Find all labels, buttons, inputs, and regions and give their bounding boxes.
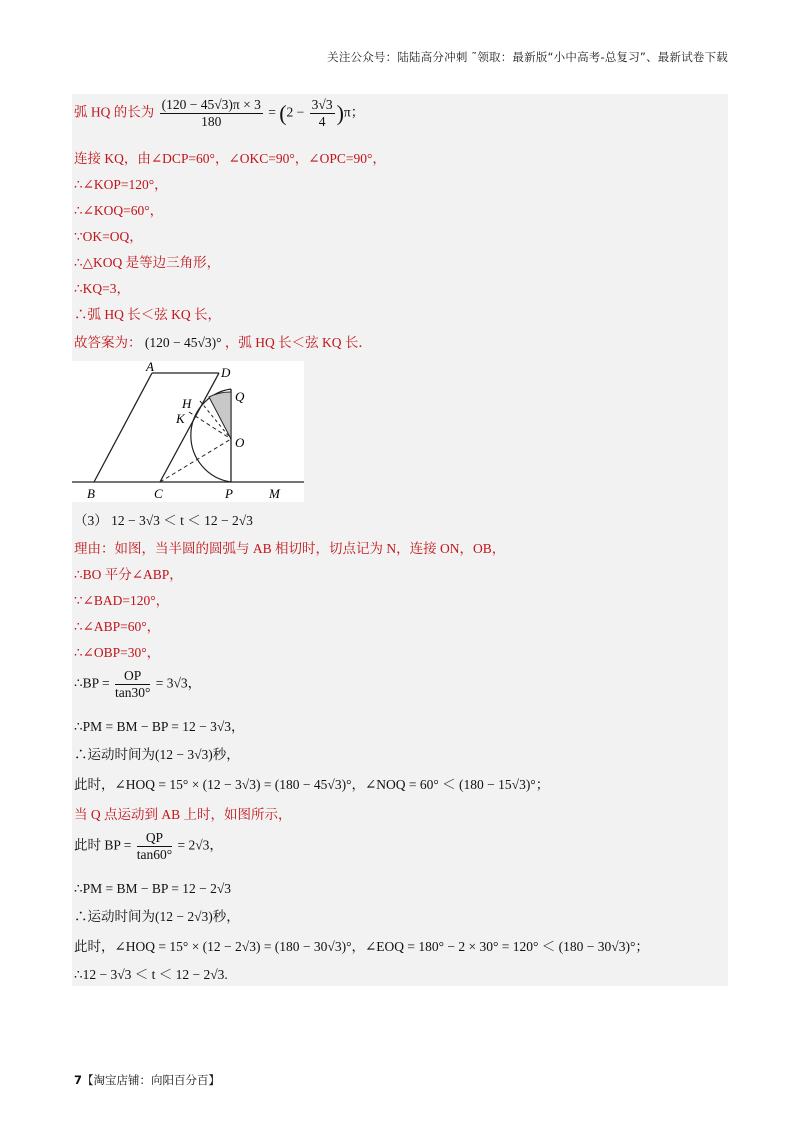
page-number: 7: [74, 1073, 83, 1087]
line-hoq-2: 此时，∠HOQ = 15° × (12 − 2√3) = (180 − 30√3)°，∠EOQ = 180° − 2 × 30° = 120° ＜ (180 − 30√3)°；: [74, 939, 649, 954]
label-b: B: [87, 486, 95, 501]
line-time-1: ∴运动时间为(12 − 3√3)秒，: [74, 747, 240, 762]
bp30-suffix: = 3√3，: [155, 675, 202, 691]
inner-denominator: 4: [318, 114, 326, 129]
line-kq-3: ∴KQ=3，: [74, 281, 130, 296]
line-reason: 理由：如图，当半圆的圆弧与 AB 相切时，切点记为 N，连接 ON，OB，: [74, 541, 506, 556]
label-q: Q: [235, 389, 245, 404]
arc-length-inner-fraction: [310, 97, 335, 130]
label-p: P: [225, 486, 233, 501]
bp60-suffix: = 2√3，: [177, 837, 223, 853]
answer-prefix: 故答案为：: [74, 335, 142, 350]
line-bisect: ∴BO 平分∠ABP，: [74, 567, 183, 582]
arc-length-numerator: (120 − 45√3)π × 3: [161, 97, 261, 112]
bp30-denominator: tan30°: [114, 685, 151, 700]
bp60-numerator: QP: [137, 830, 172, 847]
line-answer: [74, 334, 372, 352]
label-a: A: [146, 361, 154, 374]
line-bad: ∵∠BAD=120°，: [74, 593, 170, 608]
line-hoq-1: 此时，∠HOQ = 15° × (12 − 3√3) = (180 − 45√3)°，∠NOQ = 60° ＜ (180 − 15√3)°；: [74, 777, 550, 792]
line-bp-30: [74, 668, 201, 701]
arc-length-prefix: 弧 HQ 的长为: [74, 104, 155, 120]
bp60-denominator: tan60°: [136, 847, 173, 862]
label-m: M: [269, 486, 280, 501]
label-k: K: [176, 411, 185, 426]
line-time-2: ∴运动时间为(12 − 2√3)秒，: [74, 909, 240, 924]
line-kop: ∴∠KOP=120°，: [74, 177, 168, 192]
label-h: H: [182, 396, 192, 411]
line-connect-kq: 连接 KQ，由∠DCP=60°，∠OKC=90°，∠OPC=90°，: [74, 151, 386, 166]
bp60-fraction: [137, 830, 172, 863]
label-c: C: [154, 486, 163, 501]
label-o: O: [235, 435, 245, 450]
side-dc: [160, 373, 219, 482]
arc-length-paren-a: 2 −: [286, 104, 305, 120]
line-pm-1: ∴PM = BM − BP = 12 − 3√3，: [74, 719, 245, 734]
bp30-fraction: [115, 668, 150, 701]
bp30-prefix: ∴BP =: [74, 675, 110, 691]
bp60-prefix: 此时 BP =: [74, 837, 132, 853]
part3-prefix: （3）: [74, 513, 108, 528]
inner-numerator: 3√3: [311, 97, 333, 112]
line-part3-answer: [74, 512, 253, 530]
arc-length-fraction: [160, 97, 263, 130]
line-conclusion: ∴12 − 3√3 ＜ t ＜ 12 − 2√3.: [74, 967, 228, 982]
page-footer: [74, 1072, 220, 1088]
line-obp: ∴∠OBP=30°，: [74, 645, 161, 660]
line-abp: ∴∠ABP=60°，: [74, 619, 161, 634]
line-bp-60: [74, 830, 223, 863]
geometry-diagram: [72, 361, 304, 502]
line-arc-length: 弧 HQ 的长为 $\frac{(120 - 45√3)\pi \times 3}{180}$ = (2 − $\frac{3√3}{4}$ )π；: [74, 97, 365, 129]
answer-value: (120 − 45√3)°: [144, 335, 222, 350]
side-ba: [94, 373, 152, 482]
bp30-numerator: OP: [115, 668, 150, 685]
line-ok-oq: ∵OK=OQ，: [74, 229, 143, 244]
part3-range: 12 − 3√3 ＜ t ＜ 12 − 2√3: [111, 513, 253, 528]
answer-suffix: ，弧 HQ 长＜弦 KQ 长．: [224, 335, 372, 350]
label-d: D: [221, 365, 231, 380]
line-pm-2: ∴PM = BM − BP = 12 − 2√3: [74, 881, 231, 896]
page-header: 关注公众号：陆陆高分冲刺 ˜领取：最新版“小中高考-总复习”、最新试卷下载: [327, 50, 728, 64]
line-koq: ∴∠KOQ=60°，: [74, 203, 164, 218]
shop-label: 【淘宝店铺：向阳百分百】: [82, 1073, 221, 1087]
arc-length-suffix: π；: [343, 104, 365, 120]
arc-length-denominator: 180: [201, 114, 222, 129]
geometry-figure: [72, 361, 304, 502]
line-equilateral: ∴△KOQ 是等边三角形，: [74, 255, 221, 270]
arc-length-equals: =: [268, 104, 276, 120]
line-arc-vs-chord: ∴弧 HQ 长＜弦 KQ 长，: [74, 307, 221, 322]
line-q-on-ab: 当 Q 点运动到 AB 上时，如图所示，: [74, 807, 292, 822]
dashed-co: [160, 439, 231, 482]
